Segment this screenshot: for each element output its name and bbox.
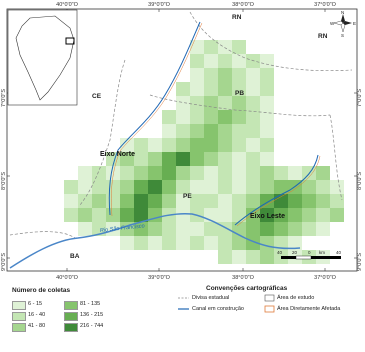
grid-cell — [246, 68, 260, 82]
grid-cell — [176, 110, 190, 124]
grid-cell — [288, 166, 302, 180]
grid-cell — [78, 166, 92, 180]
tick-left-2: 8°0'0"S — [1, 171, 7, 190]
grid-cell — [148, 180, 162, 194]
grid-cell — [232, 166, 246, 180]
grid-cell — [260, 96, 274, 110]
grid-cell — [204, 110, 218, 124]
grid-cell — [218, 208, 232, 222]
grid-cell — [92, 208, 106, 222]
grid-cell — [204, 208, 218, 222]
grid-cell — [246, 82, 260, 96]
grid-cell — [232, 208, 246, 222]
region-label-eixo-norte: Eixo Norte — [100, 151, 136, 158]
grid-cell — [218, 68, 232, 82]
grid-cell — [330, 180, 344, 194]
grid-cell — [232, 96, 246, 110]
north-arrow-w: W — [330, 21, 335, 26]
north-arrow-e: E — [353, 21, 357, 26]
grid-cell — [162, 152, 176, 166]
grid-cell — [162, 138, 176, 152]
grid-cell — [260, 152, 274, 166]
grid-cell — [302, 208, 316, 222]
grid-cell — [162, 166, 176, 180]
grid-cell — [78, 180, 92, 194]
scale-label-4: 40 — [336, 250, 342, 255]
grid-cell — [204, 166, 218, 180]
grid-cell — [246, 110, 260, 124]
legend-label-5: 136 - 215 — [80, 312, 104, 318]
grid-cell — [204, 124, 218, 138]
scale-bar — [281, 256, 341, 259]
grid-cell — [246, 138, 260, 152]
tick-bottom-1: 40°0'0"O — [56, 275, 78, 281]
grid-cell — [316, 208, 330, 222]
tick-right-2: 8°0'0"S — [357, 171, 363, 190]
grid-cell — [176, 208, 190, 222]
grid-cell — [204, 138, 218, 152]
tick-top-1: 40°0'0"O — [56, 2, 78, 8]
grid-cell — [232, 180, 246, 194]
convention-label-study-area: Área de estudo — [277, 295, 315, 301]
legend-label-6: 216 - 744 — [80, 323, 104, 329]
grid-cell — [204, 152, 218, 166]
tick-left-3: 9°0'0"S — [1, 252, 7, 271]
region-label-eixo-leste: Eixo Leste — [250, 213, 286, 220]
grid-cell — [302, 194, 316, 208]
grid-cell — [218, 250, 232, 264]
legend-title: Número de coletas — [12, 287, 71, 294]
grid-cell — [204, 194, 218, 208]
state-label-pb: PB — [235, 90, 245, 97]
grid-cell — [120, 166, 134, 180]
grid-cell — [162, 180, 176, 194]
grid-cell — [176, 138, 190, 152]
grid-cell — [176, 96, 190, 110]
grid-cell — [260, 138, 274, 152]
grid-cell — [190, 236, 204, 250]
grid-cell — [190, 124, 204, 138]
grid-cell — [204, 54, 218, 68]
river-label: Rio São Francisco — [99, 223, 146, 234]
grid-cell — [204, 222, 218, 236]
grid-cell — [190, 152, 204, 166]
tick-top-2: 39°0'0"O — [148, 2, 170, 8]
grid-cell — [106, 180, 120, 194]
grid-cell — [260, 54, 274, 68]
grid-cell — [190, 40, 204, 54]
grid-cell — [218, 82, 232, 96]
state-label-ba: BA — [70, 253, 80, 260]
grid-cell — [260, 180, 274, 194]
scale-label-1: 40 — [277, 250, 283, 255]
grid-cell — [176, 152, 190, 166]
tick-right-1: 7°0'0"S — [357, 88, 363, 107]
conventions-symbols — [0, 283, 365, 352]
tick-top-4: 37°0'0"O — [314, 2, 336, 8]
grid-cell — [204, 236, 218, 250]
grid-cell — [78, 194, 92, 208]
grid-cell — [134, 194, 148, 208]
grid-cell — [64, 180, 78, 194]
grid-cell — [190, 166, 204, 180]
state-label-pe: PE — [183, 193, 192, 200]
grid-cell — [190, 68, 204, 82]
grid-cell — [246, 194, 260, 208]
grid-cell — [218, 222, 232, 236]
grid-cell — [190, 194, 204, 208]
grid-cell — [120, 194, 134, 208]
grid-cell — [148, 222, 162, 236]
grid-cell — [246, 250, 260, 264]
grid-cell — [204, 68, 218, 82]
grid-cell — [316, 222, 330, 236]
scale-label-3: 0 — [308, 250, 311, 255]
tick-bottom-4: 37°0'0"O — [314, 275, 336, 281]
north-arrow-n: N — [341, 10, 345, 15]
grid-cell — [162, 110, 176, 124]
grid-cell — [176, 236, 190, 250]
grid-cell — [316, 180, 330, 194]
grid-cell — [120, 236, 134, 250]
grid-cell — [260, 110, 274, 124]
grid-cell — [92, 194, 106, 208]
grid-cell — [190, 138, 204, 152]
tick-top-3: 38°0'0"O — [232, 2, 254, 8]
grid-cell — [148, 152, 162, 166]
grid-cell — [232, 54, 246, 68]
grid-cell — [218, 152, 232, 166]
north-arrow-s: S — [341, 33, 345, 38]
legend — [0, 283, 365, 352]
grid-cell — [176, 222, 190, 236]
grid-cell — [288, 194, 302, 208]
grid-cell — [78, 208, 92, 222]
legend-label-4: 81 - 135 — [80, 301, 101, 307]
grid-cell — [120, 180, 134, 194]
grid-cell — [176, 124, 190, 138]
state-label-rn-1: RN — [232, 14, 242, 21]
grid-cell — [162, 236, 176, 250]
grid-cell — [246, 54, 260, 68]
grid-cell — [246, 166, 260, 180]
grid-cell — [134, 152, 148, 166]
grid-cell — [190, 54, 204, 68]
grid-cell — [190, 96, 204, 110]
grid-cell — [148, 138, 162, 152]
legend-label-1: 6 - 15 — [28, 301, 43, 307]
grid-cell — [218, 166, 232, 180]
scale-label-2: 20 — [292, 250, 298, 255]
grid-cell — [246, 124, 260, 138]
grid-cell — [106, 194, 120, 208]
locator-inset — [8, 10, 77, 105]
grid-cell — [190, 82, 204, 96]
grid-cell — [190, 222, 204, 236]
grid-cell — [78, 222, 92, 236]
grid-cell — [246, 96, 260, 110]
grid-cell — [330, 194, 344, 208]
grid-cell — [316, 194, 330, 208]
legend-label-3: 41 - 80 — [28, 323, 46, 329]
grid-cell — [176, 180, 190, 194]
grid-cell — [204, 180, 218, 194]
grid-cell — [134, 166, 148, 180]
grid-cell — [190, 110, 204, 124]
grid-cell — [64, 194, 78, 208]
grid-cell — [260, 236, 274, 250]
grid-cell — [232, 152, 246, 166]
grid-cell — [64, 208, 78, 222]
convention-label-state-border: Divisa estadual — [192, 295, 230, 301]
grid-cell — [246, 222, 260, 236]
grid-cell — [274, 222, 288, 236]
grid-cell — [134, 138, 148, 152]
grid-cell — [260, 68, 274, 82]
grid-cell — [134, 180, 148, 194]
grid-cell — [218, 54, 232, 68]
grid-cell — [134, 236, 148, 250]
grid-cell — [148, 166, 162, 180]
grid-cell — [232, 40, 246, 54]
grid-cell — [176, 82, 190, 96]
grid-cell — [288, 208, 302, 222]
grid-cell — [302, 222, 316, 236]
grid-cell — [232, 110, 246, 124]
grid-cell — [176, 166, 190, 180]
grid-cell — [148, 194, 162, 208]
grid-cell — [92, 166, 106, 180]
grid-cell — [246, 152, 260, 166]
grid-cell — [218, 236, 232, 250]
tick-right-3: 9°0'0"S — [357, 252, 363, 271]
grid-cell — [162, 124, 176, 138]
grid-cell — [204, 82, 218, 96]
tick-left-1: 7°0'0"S — [1, 88, 7, 107]
grid-cell — [190, 180, 204, 194]
grid-cell — [204, 40, 218, 54]
grid-cell — [218, 194, 232, 208]
grid-cell — [218, 40, 232, 54]
grid-cell — [106, 208, 120, 222]
grid-cell — [232, 68, 246, 82]
conventions-title: Convenções cartográficas — [206, 285, 288, 292]
grid-cell — [288, 222, 302, 236]
grid-cell — [148, 236, 162, 250]
grid-cell — [260, 222, 274, 236]
grid-cell — [218, 110, 232, 124]
grid-cell — [218, 138, 232, 152]
grid-cell — [120, 208, 134, 222]
grid-cell — [260, 124, 274, 138]
grid-cell — [330, 208, 344, 222]
state-label-rn-2: RN — [318, 33, 328, 40]
grid-cell — [232, 194, 246, 208]
convention-label-ada: Área Diretamente Afetada — [277, 306, 341, 312]
grid-cell — [260, 250, 274, 264]
grid-cell — [162, 194, 176, 208]
tick-bottom-2: 39°0'0"O — [148, 275, 170, 281]
grid-cell — [232, 138, 246, 152]
grid-cell — [232, 124, 246, 138]
grid-cell — [204, 96, 218, 110]
grid-cell — [316, 166, 330, 180]
grid-cell — [162, 222, 176, 236]
grid-cell — [274, 194, 288, 208]
grid-cell — [218, 180, 232, 194]
grid-cell — [218, 124, 232, 138]
grid-cell — [260, 82, 274, 96]
legend-label-2: 16 - 40 — [28, 312, 46, 318]
tick-bottom-3: 38°0'0"O — [232, 275, 254, 281]
scale-unit: km — [319, 250, 325, 255]
state-label-ce: CE — [92, 93, 102, 100]
grid-cell — [232, 250, 246, 264]
grid-cell — [246, 180, 260, 194]
grid-cell — [274, 166, 288, 180]
grid-cell — [260, 166, 274, 180]
convention-label-canal: Canal em construção — [192, 306, 244, 312]
